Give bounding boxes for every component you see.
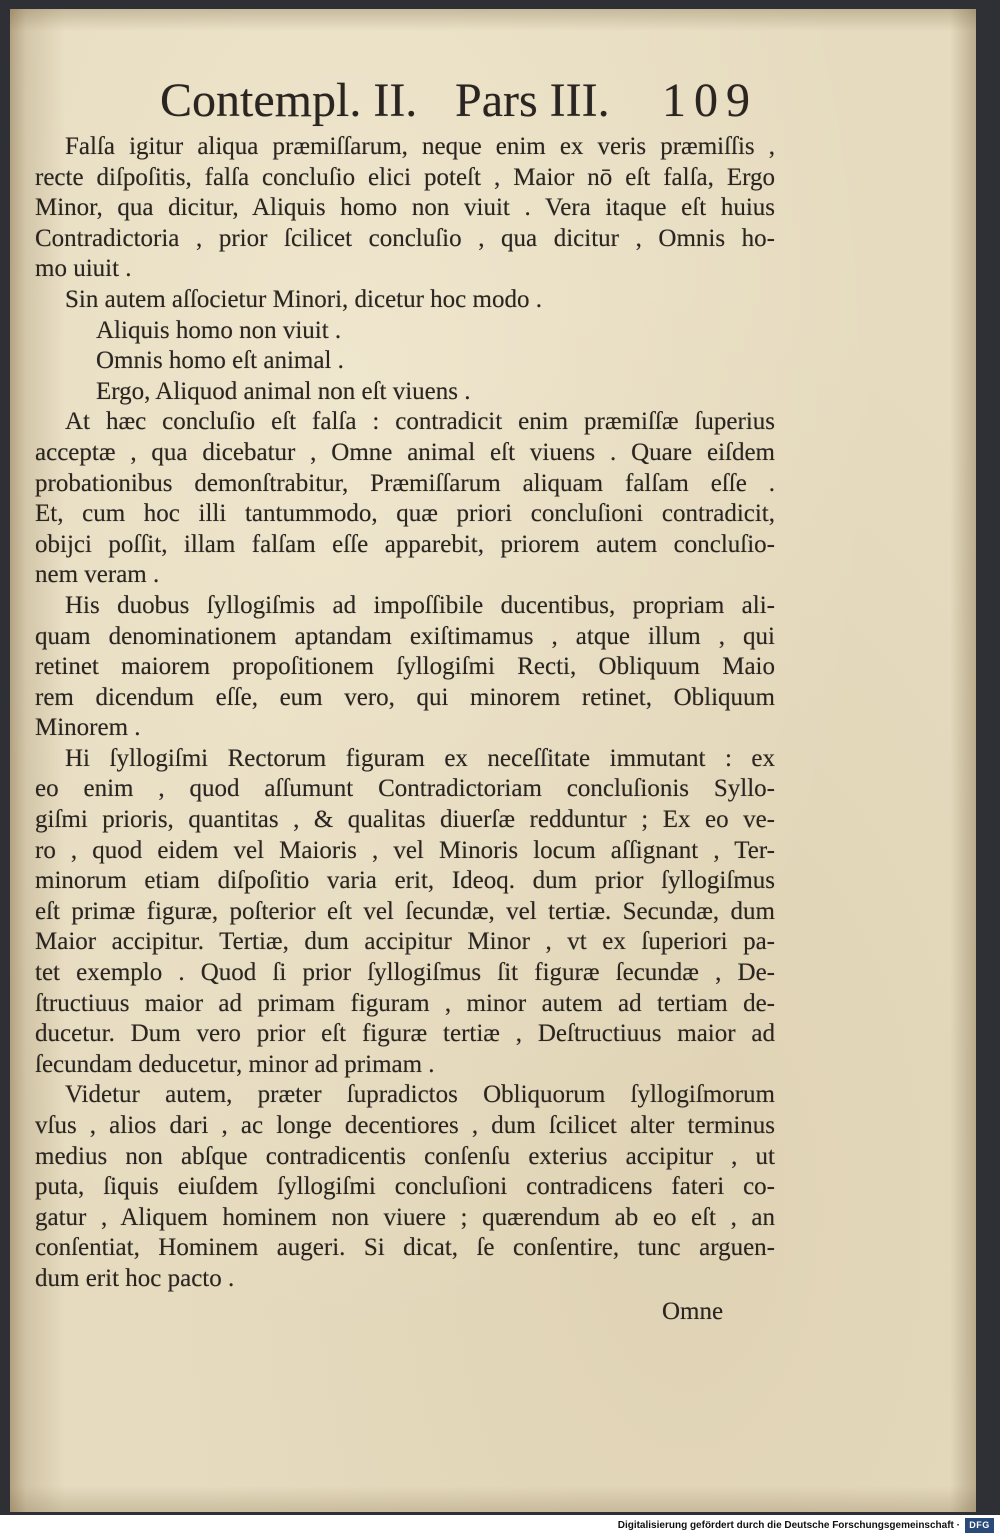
text-line: giſmi prioris, quantitas , & qualitas diuerſæ redduntur ; Ex eo ve- [35,806,775,834]
paragraph [35,591,775,744]
text-line: Et, cum hoc illi tantummodo, quæ priori concluſioni contradicit, [35,500,775,528]
text-line: eo enim , quod aſſumunt Contradictoriam concluſionis Syllo- [35,775,775,803]
text-line: tet exemplo . Quod ſi prior ſyllogiſmus ſit figuræ ſecundæ , De- [35,959,775,987]
text-line: rem dicendum eſſe, eum vero, qui minorem retinet, Obliquum [35,683,775,711]
text-line: At hæc concluſio eſt falſa : contradicit enim præmiſſæ ſuperius [65,408,775,436]
text-line: acceptæ , qua dicebatur , Omne animal eſt viuens . Quare eiſdem [35,438,775,466]
running-head-left: Contempl. II. [160,74,418,127]
text-line: quam denominationem aptandam exiſtimamus , atque illum , qui [35,622,775,650]
text-line: Videtur autem, præter ſupradictos Obliquorum ſyllogiſmorum [65,1081,775,1109]
text-line: obijci poſſit, illam falſam eſſe apparebit, priorem autem concluſio- [35,530,775,558]
paragraph [35,132,775,285]
digitization-footer [0,1515,1000,1538]
text-line: ſecundam deducetur, minor ad primam . [35,1050,435,1078]
running-head-right: Pars III. [455,74,610,127]
text-line: Maior accipitur. Tertiæ, dum accipitur Minor , vt ex ſuperiori pa- [35,928,775,956]
text-line: conſentiat, Hominem augeri. Si dicat, ſe conſentire, tunc arguen- [35,1234,775,1262]
page-number: 109 [662,74,758,127]
dfg-logo: DFG [965,1518,994,1533]
catchword: Omne [662,1298,724,1325]
text-line: Falſa igitur aliqua præmiſſarum, neque enim ex veris præmiſſis , [65,133,775,160]
text-line: Sin autem aſſocietur Minori, dicetur hoc modo . [65,285,542,313]
syllogism-line: Omnis homo eſt animal . [96,347,344,375]
paragraph [35,744,775,1081]
digitization-credit: Digitalisierung gefördert durch die Deutsche Forschungsgemeinschaft · [617,1520,960,1531]
text-line: nem veram . [35,561,160,589]
text-line: dum erit hoc pacto . [35,1264,235,1292]
text-line: minorum etiam diſpoſitio varia erit, Ideoq. dum prior ſyllogiſmus [35,867,775,895]
text-line: ro , quod eidem vel Maioris , vel Minoris locum aſſignant , Ter- [35,836,775,864]
text-line: gatur , Aliquem hominem non viuere ; quærendum ab eo eſt , an [35,1203,775,1231]
text-line: recte diſpoſitis, falſa concluſio elici poteſt , Maior nō eſt falſa, Ergo [35,163,775,191]
syllogism [35,316,775,408]
text-line: ſtructiuus maior ad primam figuram , minor autem ad tertiam de- [35,989,775,1017]
text-line: Hi ſyllogiſmi Rectorum figuram ex neceſſitate immutant : ex [65,744,775,772]
text-line: probationibus demonſtrabitur, Præmiſſarum aliquam falſam eſſe . [35,469,775,497]
text-line: Minor, qua dicitur, Aliquis homo non viuit . Vera itaque eſt huius [35,194,775,222]
text-line: eſt primæ figuræ, poſterior eſt vel ſecundæ, vel tertiæ. Secundæ, dum [35,897,775,925]
text-line: puta, ſiquis eiuſdem ſyllogiſmi concluſioni contradicens fateri co- [35,1173,775,1201]
text-line: vſus , alios dari , ac longe decentiores , dum ſcilicet alter terminus [35,1112,775,1139]
text-line: mo uiuit . [35,255,132,283]
text-line: ducetur. Dum vero prior eſt figuræ tertiæ , Deſtructiuus maior ad [35,1020,775,1048]
text-line: Minorem . [35,714,141,742]
text-line: medius non abſque contradicentis conſenſu exterius accipitur , ut [35,1142,775,1170]
body-text [35,132,775,1295]
text-line: retinet maiorem propoſitionem ſyllogiſmi Recti, Obliquum Maio [35,653,775,681]
paragraph [35,285,775,316]
syllogism-line: Ergo, Aliquod animal non eſt viuens . [96,377,471,405]
text-line: His duobus ſyllogiſmis ad impoſſibile ducentibus, propriam ali- [65,591,775,619]
syllogism-line: Aliquis homo non viuit . [96,316,342,344]
paragraph [35,407,775,591]
paragraph [35,1080,775,1294]
text-line: Contradictoria , prior ſcilicet concluſio , qua dicitur , Omnis ho- [35,224,775,252]
